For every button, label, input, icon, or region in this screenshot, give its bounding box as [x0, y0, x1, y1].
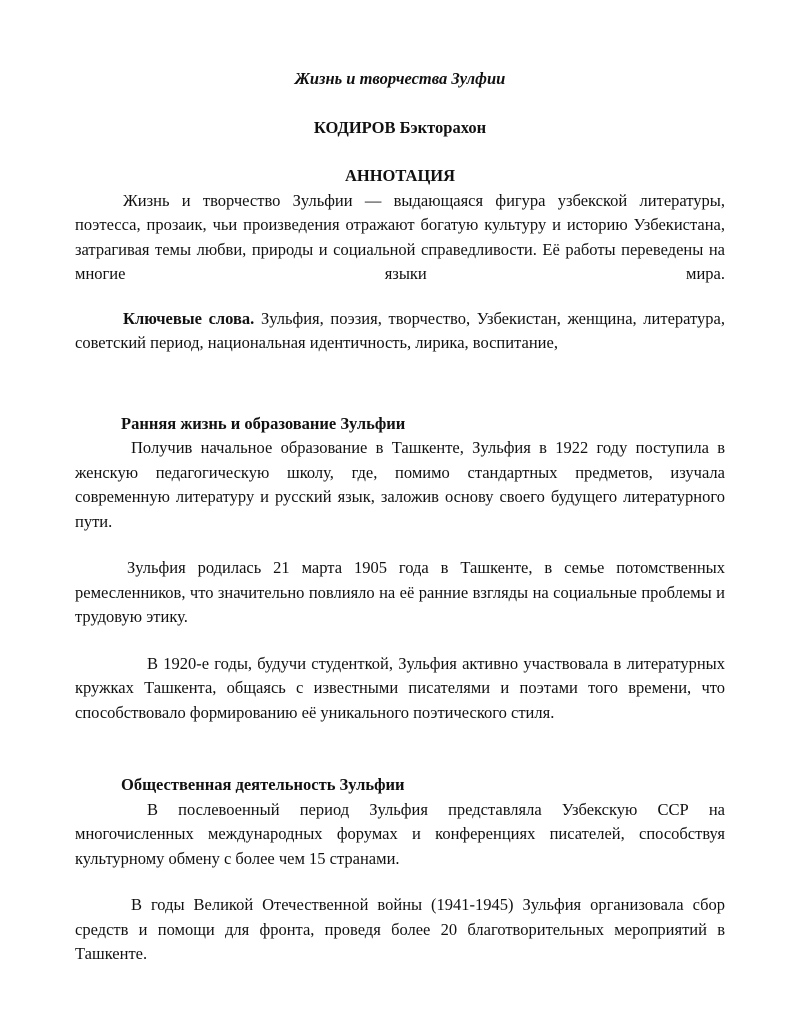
section1-paragraph-1: Получив начальное образование в Ташкенте, Зульфия в 1922 году поступила в женскую педагогическую школу, где, помимо стандартных предметов, изучала современную литературу и русский язык, заложив основу своего будущего литературного пути.: [75, 438, 725, 531]
section1-paragraph-3: В 1920-е годы, будучи студенткой, Зульфия активно участвовала в литературных кружках Ташкента, общаясь с известными писателями и поэтами того времени, что способствовало формированию её уникального поэтического стиля.: [75, 653, 725, 722]
annotation-heading: АННОТАЦИЯ: [344, 166, 456, 185]
keywords-paragraph: [75, 307, 725, 356]
section2-paragraph-1: В послевоенный период Зульфия представляла Узбекскую ССР на многочисленных международных форумах и конференциях писателей, способствуя культурному обмену с более чем 15 странами.: [75, 799, 725, 868]
keywords-text: Зульфия, поэзия, творчество, Узбекистан, женщина, литература, советский период, национальная идентичность, лирика, воспитание,: [75, 308, 725, 352]
section2-paragraph-2: В годы Великой Отечественной войны (1941-1945) Зульфия организовала сбор средств и помощи для фронта, проведя более 20 благотворительных мероприятий в Ташкенте.: [75, 895, 725, 963]
keywords-label: Ключевые слова.: [123, 308, 255, 328]
document-title: Жизнь и творчества Зулфии: [294, 69, 506, 88]
section-heading-public-activity: Общественная деятельность Зульфии: [121, 775, 405, 794]
section-heading-early-life: Ранняя жизнь и образование Зульфии: [121, 413, 406, 433]
annotation-paragraph: Жизнь и творчество Зульфии — выдающаяся фигура узбекской литературы, поэтесса, прозаик, чьи произведения отражают богатую культуру и историю Узбекистана, затрагивая темы любви, природы и социальной справедливости. Её работы переведены на многие языки мира.: [75, 190, 725, 283]
section1-paragraph-2: Зульфия родилась 21 марта 1905 года в Ташкенте, в семье потомственных ремесленников, что значительно повлияло на её ранние взгляды на социальные проблемы и трудовую этику.: [75, 558, 725, 626]
document-page: [75, 60, 725, 967]
author-name: КОДИРОВ Бэкторахон: [313, 117, 487, 137]
